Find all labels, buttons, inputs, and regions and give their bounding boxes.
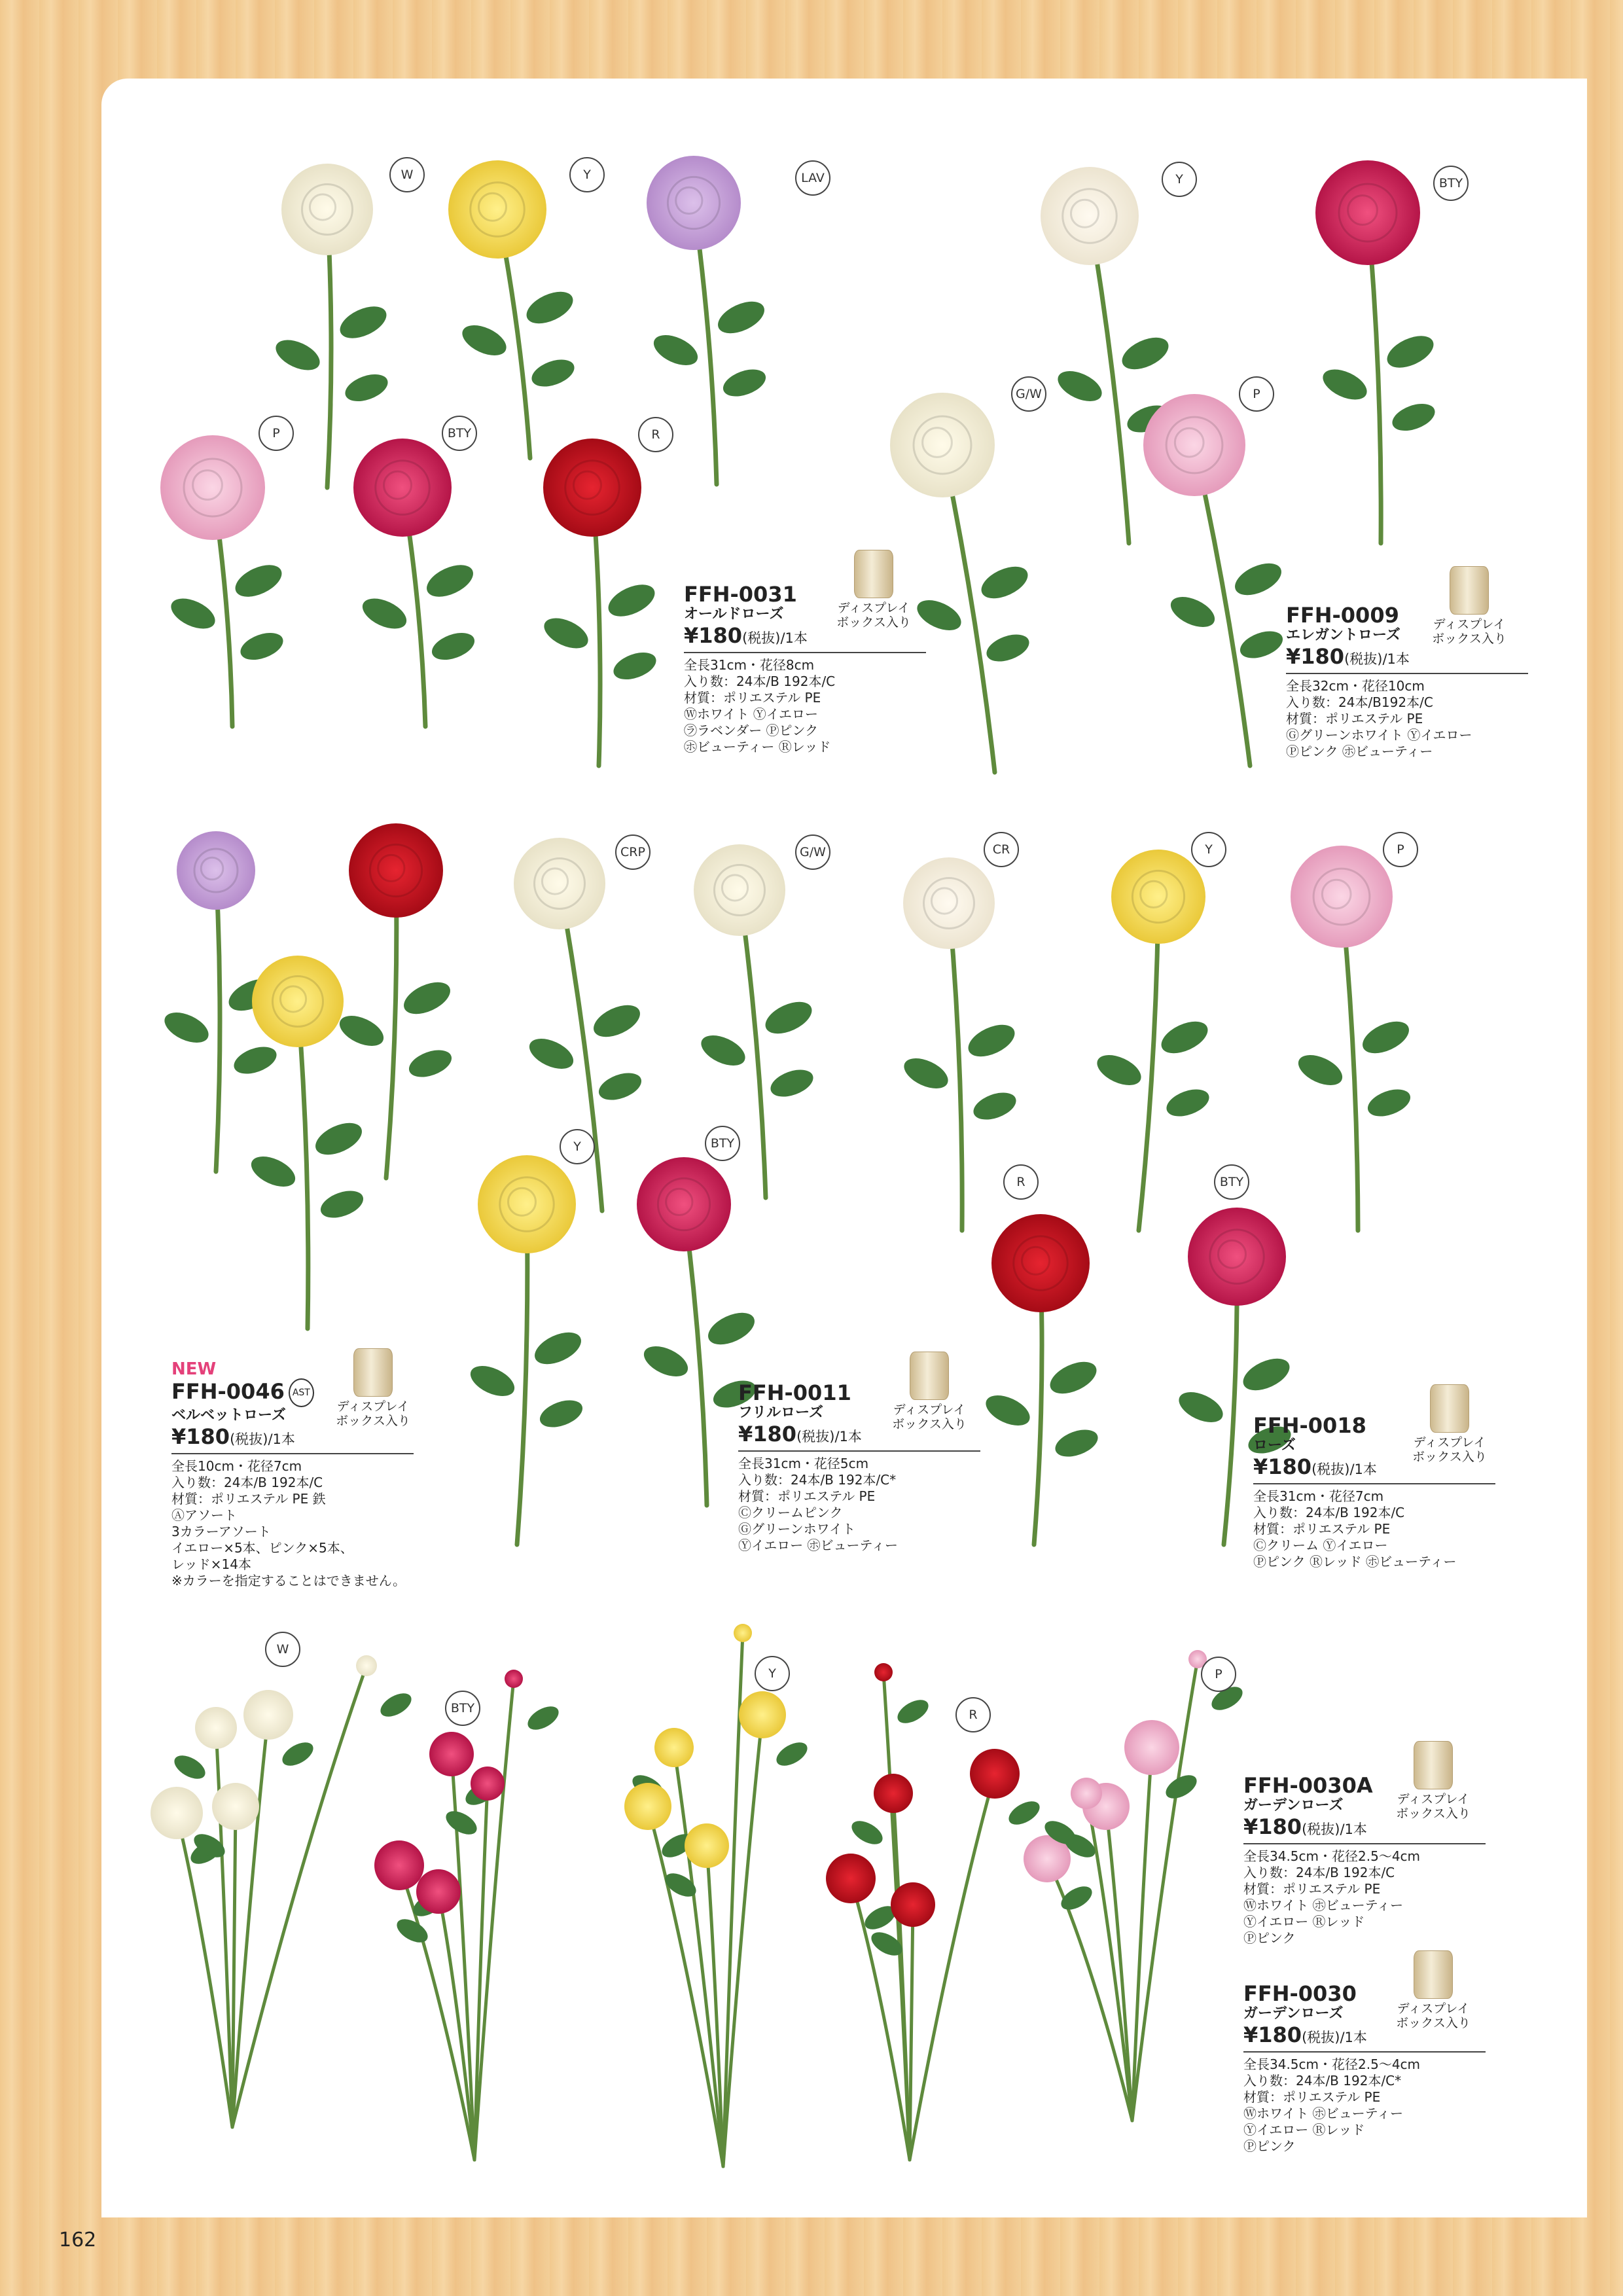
spray-rose-bloom <box>654 1728 694 1767</box>
leaf <box>772 1738 811 1770</box>
display-box-icon: ディスプレイ ボックス入り <box>1374 1950 1492 2030</box>
color-badge: CR <box>984 832 1019 867</box>
leaf <box>1236 626 1286 663</box>
assort-badge: AST <box>289 1378 314 1407</box>
rose-bloom <box>349 823 443 918</box>
rose-bloom <box>1041 167 1139 265</box>
leaf <box>1092 1049 1145 1092</box>
leaf <box>595 1067 645 1105</box>
product-price: ¥180(税抜)/1本 <box>1253 1454 1495 1484</box>
leaf <box>428 628 478 665</box>
leaf <box>230 558 287 603</box>
leaf <box>271 334 324 376</box>
product-specs: 全長31cm・花径8cm 入り数：24本/B 192本/C 材質：ポリエステル PE Ⓦホワイト Ⓨイエロー ㋶ラベンダー Ⓟピンク ㋭ビューティー Ⓡレッド <box>684 657 836 755</box>
leaf <box>847 1816 886 1849</box>
spray-rose-bloom <box>826 1854 876 1903</box>
leaf <box>1358 1015 1414 1060</box>
leaf <box>358 592 411 635</box>
stem <box>1090 216 1129 543</box>
leaf <box>393 1914 431 1947</box>
spray-rose-bloom <box>243 1690 293 1740</box>
stem <box>232 1715 268 2127</box>
rose-bloom <box>1111 850 1205 944</box>
leaf <box>522 285 578 330</box>
leaf <box>230 1041 280 1079</box>
leaf <box>704 1306 760 1351</box>
leaf <box>1162 1770 1200 1803</box>
product-name: ガーデンローズ <box>1243 2005 1344 2022</box>
leaf <box>536 1395 586 1432</box>
leaf <box>1294 1049 1347 1092</box>
color-badge: Y <box>560 1129 595 1164</box>
stem <box>674 1748 723 2166</box>
stem <box>723 1715 762 2166</box>
leaf <box>170 1751 209 1784</box>
rose-bloom <box>177 831 255 910</box>
spray-rose-bloom <box>874 1663 893 1681</box>
leaf <box>1053 365 1106 408</box>
leaf <box>603 578 660 622</box>
leaf <box>1382 329 1438 374</box>
product-name: ベルベットローズ <box>171 1407 286 1424</box>
color-badge: P <box>259 416 294 451</box>
spray-rose-bloom <box>891 1882 935 1927</box>
leaf <box>1318 363 1371 406</box>
product-name: オールドローズ <box>684 606 784 622</box>
spray-rose-bloom <box>624 1783 671 1830</box>
leaf <box>970 1087 1020 1124</box>
leaf <box>376 1689 415 1721</box>
color-badge: Y <box>569 157 605 192</box>
rose-bloom <box>890 393 995 497</box>
rose-bloom <box>514 838 605 929</box>
product-name: フリルローズ <box>738 1405 824 1421</box>
leaf <box>539 612 592 655</box>
stem <box>474 1679 514 2160</box>
leaf <box>237 628 287 665</box>
color-badge: R <box>638 417 673 452</box>
leaf <box>399 976 455 1020</box>
product-specs: 全長31cm・花径7cm 入り数：24本/B 192本/C 材質：ポリエステル PE Ⓒクリーム Ⓨイエロー Ⓟピンク Ⓡレッド ㋭ビューティー <box>1253 1488 1457 1570</box>
display-box-icon: ディスプレイ ボックス入り <box>1391 1384 1508 1464</box>
leaf <box>278 1738 317 1770</box>
stem <box>298 1001 308 1329</box>
leaf <box>696 1030 749 1072</box>
color-badge: CRP <box>615 834 651 870</box>
leaf <box>1364 1084 1414 1121</box>
spray-rose-bloom <box>505 1670 523 1688</box>
spray-rose-bloom <box>374 1840 424 1890</box>
leaf <box>160 1007 213 1049</box>
color-badge: BTY <box>705 1126 740 1161</box>
spray-rose-bloom <box>970 1749 1020 1799</box>
color-badge: P <box>1201 1657 1236 1692</box>
page-number: 162 <box>59 2229 97 2251</box>
leaf <box>1163 1084 1213 1121</box>
leaf <box>713 295 770 340</box>
leaf <box>719 364 769 401</box>
product-name: エレガントローズ <box>1286 627 1400 643</box>
leaf <box>1005 1797 1043 1829</box>
leaf <box>1238 1352 1294 1397</box>
leaf <box>247 1151 300 1193</box>
leaf <box>639 1340 692 1383</box>
display-box-icon: ディスプレイ ボックス入り <box>314 1348 432 1428</box>
spray-rose-bloom <box>151 1787 203 1839</box>
leaf <box>899 1052 952 1095</box>
spray-rose-bloom <box>1124 1720 1179 1775</box>
product-code: FFH-0046 AST <box>171 1378 414 1407</box>
leaf <box>610 647 660 685</box>
display-box-icon: ディスプレイ ボックス入り <box>1410 566 1528 646</box>
leaf <box>893 1695 932 1728</box>
display-box-icon: ディスプレイ ボックス入り <box>1374 1741 1492 1821</box>
product-code: FFH-0018 <box>1253 1413 1366 1438</box>
leaf <box>589 999 645 1043</box>
color-badge: G/W <box>795 834 830 870</box>
display-box-icon: ディスプレイ ボックス入り <box>870 1352 988 1431</box>
color-badge: BTY <box>1433 166 1469 201</box>
stem <box>216 870 220 1172</box>
stem <box>474 1784 488 2160</box>
product-price: ¥180(税抜)/1本 <box>738 1422 980 1452</box>
leaf <box>342 369 391 406</box>
leaf <box>525 1033 578 1075</box>
rose-bloom <box>252 956 344 1047</box>
rose-bloom <box>478 1155 576 1253</box>
rose-bloom <box>1291 846 1393 948</box>
color-badge: R <box>1003 1164 1039 1200</box>
product-specs: 全長10cm・花径7cm 入り数：24本/B 192本/C 材質：ポリエステル PE 鉄 Ⓐアソート 3カラーアソート イエロー×5本、ピンク×5本、 レッド×14本 ※カラーを指定することはできません。 <box>171 1458 406 1588</box>
product-code: FFH-0030A <box>1243 1773 1373 1798</box>
spray-rose-bloom <box>429 1732 474 1776</box>
leaf <box>1045 1355 1101 1400</box>
leaf <box>442 1806 480 1839</box>
leaf <box>524 1702 562 1734</box>
color-badge: Y <box>755 1656 790 1691</box>
rose-bloom <box>160 435 265 540</box>
product-price: ¥180(税抜)/1本 <box>171 1424 414 1454</box>
leaf <box>1389 399 1438 436</box>
color-badge: R <box>955 1697 991 1732</box>
spray-rose-bloom <box>356 1655 377 1676</box>
product-price: ¥180(税抜)/1本 <box>684 623 926 653</box>
leaf <box>649 329 702 372</box>
leaf <box>457 319 510 362</box>
rose-bloom <box>694 844 785 936</box>
rose-bloom <box>543 439 641 537</box>
rose-bloom <box>647 156 741 250</box>
leaf <box>1052 1424 1101 1462</box>
stem <box>232 1666 366 2127</box>
leaf <box>335 1010 388 1052</box>
leaf <box>335 300 391 344</box>
leaf <box>983 629 1033 666</box>
leaf <box>317 1185 366 1223</box>
product-specs: 全長31cm・花径5cm 入り数：24本/B 192本/C* 材質：ポリエステル PE Ⓒクリームピンク Ⓖグリーンホワイト Ⓨイエロー ㋭ビューティー <box>738 1456 898 1553</box>
stem <box>517 1204 527 1545</box>
product-code: FFH-0030 <box>1243 1981 1357 2006</box>
rose-bloom <box>1143 394 1245 496</box>
rose-bloom <box>281 164 373 255</box>
color-badge: LAV <box>795 160 830 196</box>
color-badge: W <box>265 1632 300 1667</box>
leaf <box>530 1326 586 1371</box>
rose-bloom <box>903 857 995 949</box>
color-badge: BTY <box>442 416 477 451</box>
stem <box>910 1774 995 2160</box>
leaf <box>1156 1015 1213 1060</box>
spray-rose-bloom <box>734 1624 752 1642</box>
spray-rose-bloom <box>195 1707 237 1749</box>
product-name: ローズ <box>1253 1437 1296 1454</box>
spray-rose-bloom <box>874 1774 913 1813</box>
rose-bloom <box>1315 160 1420 265</box>
leaf <box>422 558 478 603</box>
leaf <box>976 560 1033 605</box>
spray-rose-bloom <box>212 1783 259 1830</box>
color-badge: P <box>1239 376 1274 412</box>
product-code: FFH-0009 <box>1286 603 1399 628</box>
rose-bloom <box>353 439 452 537</box>
product-code: FFH-0011 <box>738 1380 851 1405</box>
display-box-icon: ディスプレイ ボックス入り <box>815 550 933 630</box>
product-price: ¥180(税抜)/1本 <box>1243 1814 1486 1844</box>
spray-rose-bloom <box>739 1691 786 1738</box>
color-badge: P <box>1383 832 1418 867</box>
spray-rose-bloom <box>685 1823 729 1868</box>
leaf <box>981 1390 1034 1432</box>
rose-bloom <box>1188 1208 1286 1306</box>
leaf <box>311 1117 367 1161</box>
rose-bloom <box>991 1214 1090 1312</box>
leaf <box>963 1018 1020 1063</box>
spray-rose-bloom <box>1071 1778 1102 1809</box>
leaf <box>405 1045 455 1082</box>
leaf <box>760 996 817 1040</box>
color-badge: G/W <box>1011 376 1046 412</box>
stem <box>910 1905 913 2160</box>
leaf <box>767 1064 817 1102</box>
stem <box>949 903 962 1230</box>
color-badge: BTY <box>445 1691 480 1726</box>
stem <box>1132 1748 1152 2121</box>
product-code: FFH-0031 <box>684 582 797 607</box>
product-specs: 全長34.5cm・花径2.5〜4cm 入り数：24本/B 192本/C 材質：ポリエステル PE Ⓦホワイト ㋭ビューティー Ⓨイエロー Ⓡレッド Ⓟピンク <box>1243 1848 1421 1946</box>
stem <box>740 890 766 1198</box>
rose-bloom <box>448 160 546 259</box>
spray-rose-bloom <box>416 1869 461 1914</box>
color-badge: Y <box>1191 832 1226 867</box>
leaf <box>1230 557 1287 601</box>
leaf <box>1117 331 1173 376</box>
product-name: ガーデンローズ <box>1243 1797 1344 1814</box>
color-badge: W <box>389 157 425 192</box>
spray-rose-bloom <box>471 1767 505 1801</box>
leaf <box>528 354 578 391</box>
product-specs: 全長34.5cm・花径2.5〜4cm 入り数：24本/B 192本/C* 材質：ポリエステル PE Ⓦホワイト ㋭ビューティー Ⓨイエロー Ⓡレッド Ⓟピンク <box>1243 2056 1421 2154</box>
product-specs: 全長32cm・花径10cm 入り数：24本/B192本/C 材質：ポリエステル PE Ⓖグリーンホワイト Ⓨイエロー Ⓟピンク ㋭ビューティー <box>1286 678 1472 759</box>
stem <box>1139 897 1158 1230</box>
color-badge: Y <box>1162 162 1197 197</box>
rose-bloom <box>637 1157 731 1251</box>
color-badge: BTY <box>1214 1164 1249 1200</box>
leaf <box>1174 1386 1227 1429</box>
leaf <box>466 1360 519 1403</box>
leaf <box>166 592 219 635</box>
new-label: NEW <box>171 1359 217 1379</box>
product-price: ¥180(税抜)/1本 <box>1286 644 1528 674</box>
product-price: ¥180(税抜)/1本 <box>1243 2022 1486 2053</box>
leaf <box>1166 591 1219 634</box>
